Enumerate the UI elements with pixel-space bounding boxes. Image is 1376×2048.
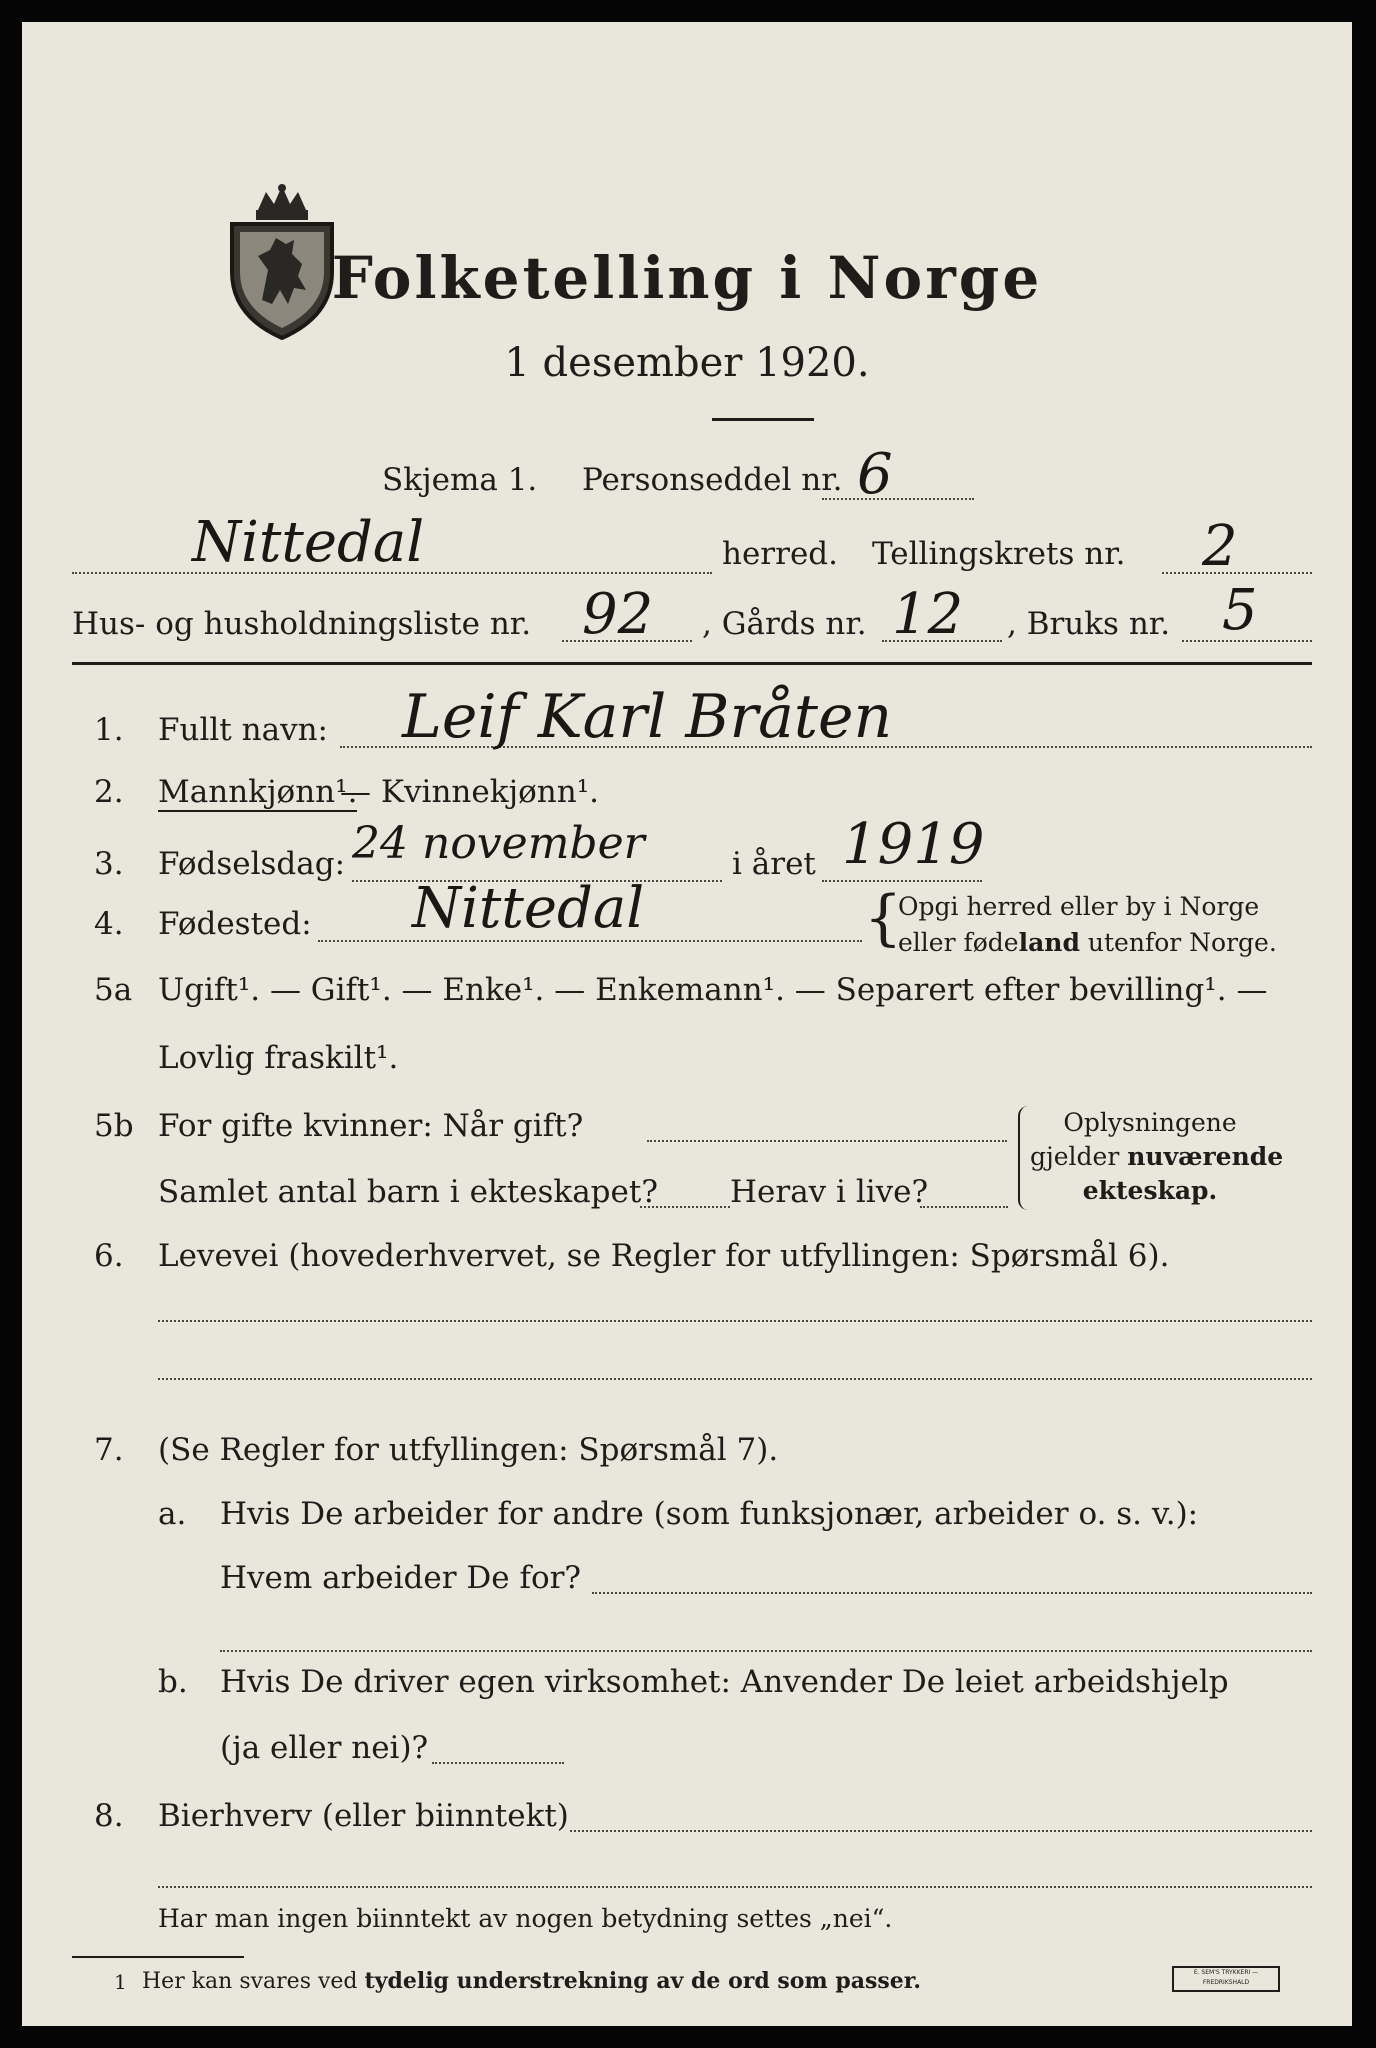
herred-label: herred. [722,536,838,572]
census-form [22,22,1352,2026]
q5b-note-2: gjelder nuværende [1030,1142,1284,1171]
q6-label: Levevei (hovederhvervet, se Regler for utfyllingen: Spørsmål 6). [158,1238,1170,1274]
footnote-mark: 1 [114,1970,127,1994]
personseddel-label: Personseddel nr. [582,462,843,498]
q3-birth-date[interactable]: 24 november [352,818,645,869]
q5b-note-1: Oplysningene [1063,1108,1237,1137]
q3-birth-year[interactable]: 1919 [842,812,985,877]
q5b-line1-label: For gifte kvinner: Når gift? [158,1108,584,1144]
q5b-children-line[interactable] [640,1206,730,1208]
q3-label: Fødselsdag: [158,846,346,882]
tellingskrets-label: Tellingskrets nr. [872,536,1126,572]
q2-female-option[interactable]: — Kvinnekjønn¹. [340,774,599,810]
q1-number: 1. [94,712,124,748]
printer-stamp: E. SEM'S TRYKKERI — FREDRIKSHALD [1172,1966,1280,1992]
q1-full-name[interactable]: Leif Karl Bråten [402,682,893,752]
q4-brace: { [864,883,903,953]
q3-number: 3. [94,846,124,882]
footnote-rule [72,1956,244,1958]
q7-number: 7. [94,1432,124,1468]
husliste-label: Hus- og husholdningsliste nr. [72,606,532,642]
q5a-options-line1[interactable]: Ugift¹. — Gift¹. — Enke¹. — Enkemann¹. — Separert efter bevilling¹. — [158,972,1268,1008]
footer-note: Har man ingen biinntekt av nogen betydning settes „nei“. [158,1904,893,1933]
q7a-answer-line-2[interactable] [220,1650,1312,1652]
census-date: 1 desember 1920. [504,340,870,386]
q3-year-line [822,880,982,882]
herred-value[interactable]: Nittedal [192,510,425,575]
form-title: Folketelling i Norge [331,244,1043,312]
title-rule [712,418,814,421]
q7a-answer-line[interactable] [592,1592,1312,1594]
q7b-line2: (ja eller nei)? [220,1730,429,1766]
q1-label: Fullt navn: [158,712,328,748]
q4-number: 4. [94,906,124,942]
q5b-alive-line[interactable] [920,1206,1008,1208]
q3-year-label: i året [732,846,816,882]
q5b-children-label: Samlet antal barn i ekteskapet? [158,1174,658,1210]
q8-number: 8. [94,1798,124,1834]
gards-label: , Gårds nr. [702,606,867,642]
q7-label: (Se Regler for utfyllingen: Spørsmål 7). [158,1432,779,1468]
tellingskrets-value[interactable]: 2 [1202,514,1238,579]
q7a-marker: a. [158,1496,187,1532]
q2-male-option[interactable]: Mannkjønn¹. [158,774,358,810]
q5b-married-line[interactable] [647,1140,1007,1142]
gards-value[interactable]: 12 [892,582,964,647]
personseddel-line [822,498,974,500]
q5b-alive-label: Herav i live? [730,1174,929,1210]
q4-note-2: eller fødeland utenfor Norge. [898,928,1277,957]
q8-answer-line-2[interactable] [158,1886,1312,1888]
q5a-number: 5a [94,972,133,1008]
q5b-bracket [1018,1106,1028,1210]
q8-answer-line[interactable] [570,1830,1312,1832]
footnote-text: Her kan svares ved tydelig understrekning av de ord som passer. [142,1968,922,1994]
header-divider [72,662,1312,665]
q7b-answer-line[interactable] [432,1762,564,1764]
q4-label: Fødested: [158,906,312,942]
q6-line-1[interactable] [158,1320,1312,1322]
personseddel-value[interactable]: 6 [857,442,893,507]
q5a-options-line2[interactable]: Lovlig fraskilt¹. [158,1040,399,1076]
q7a-line1: Hvis De arbeider for andre (som funksjonær, arbeider o. s. v.): [220,1496,1199,1532]
bruks-label: , Bruks nr. [1007,606,1171,642]
skjema-label: Skjema 1. [382,462,538,498]
q2-number: 2. [94,774,124,810]
q7b-marker: b. [158,1664,188,1700]
q8-label: Bierhverv (eller biinntekt) [158,1798,569,1834]
q6-number: 6. [94,1238,124,1274]
q5b-number: 5b [94,1108,134,1144]
q6-line-2[interactable] [158,1378,1312,1380]
q7a-line2: Hvem arbeider De for? [220,1560,582,1596]
q5b-note-3: ekteskap. [1082,1176,1218,1205]
q7b-line1: Hvis De driver egen virksomhet: Anvender De leiet arbeidshjelp [220,1664,1229,1700]
bruks-value[interactable]: 5 [1222,578,1258,643]
q4-birthplace[interactable]: Nittedal [412,876,645,941]
q4-note-1: Opgi herred eller by i Norge [898,892,1260,921]
husliste-value[interactable]: 92 [582,582,654,647]
